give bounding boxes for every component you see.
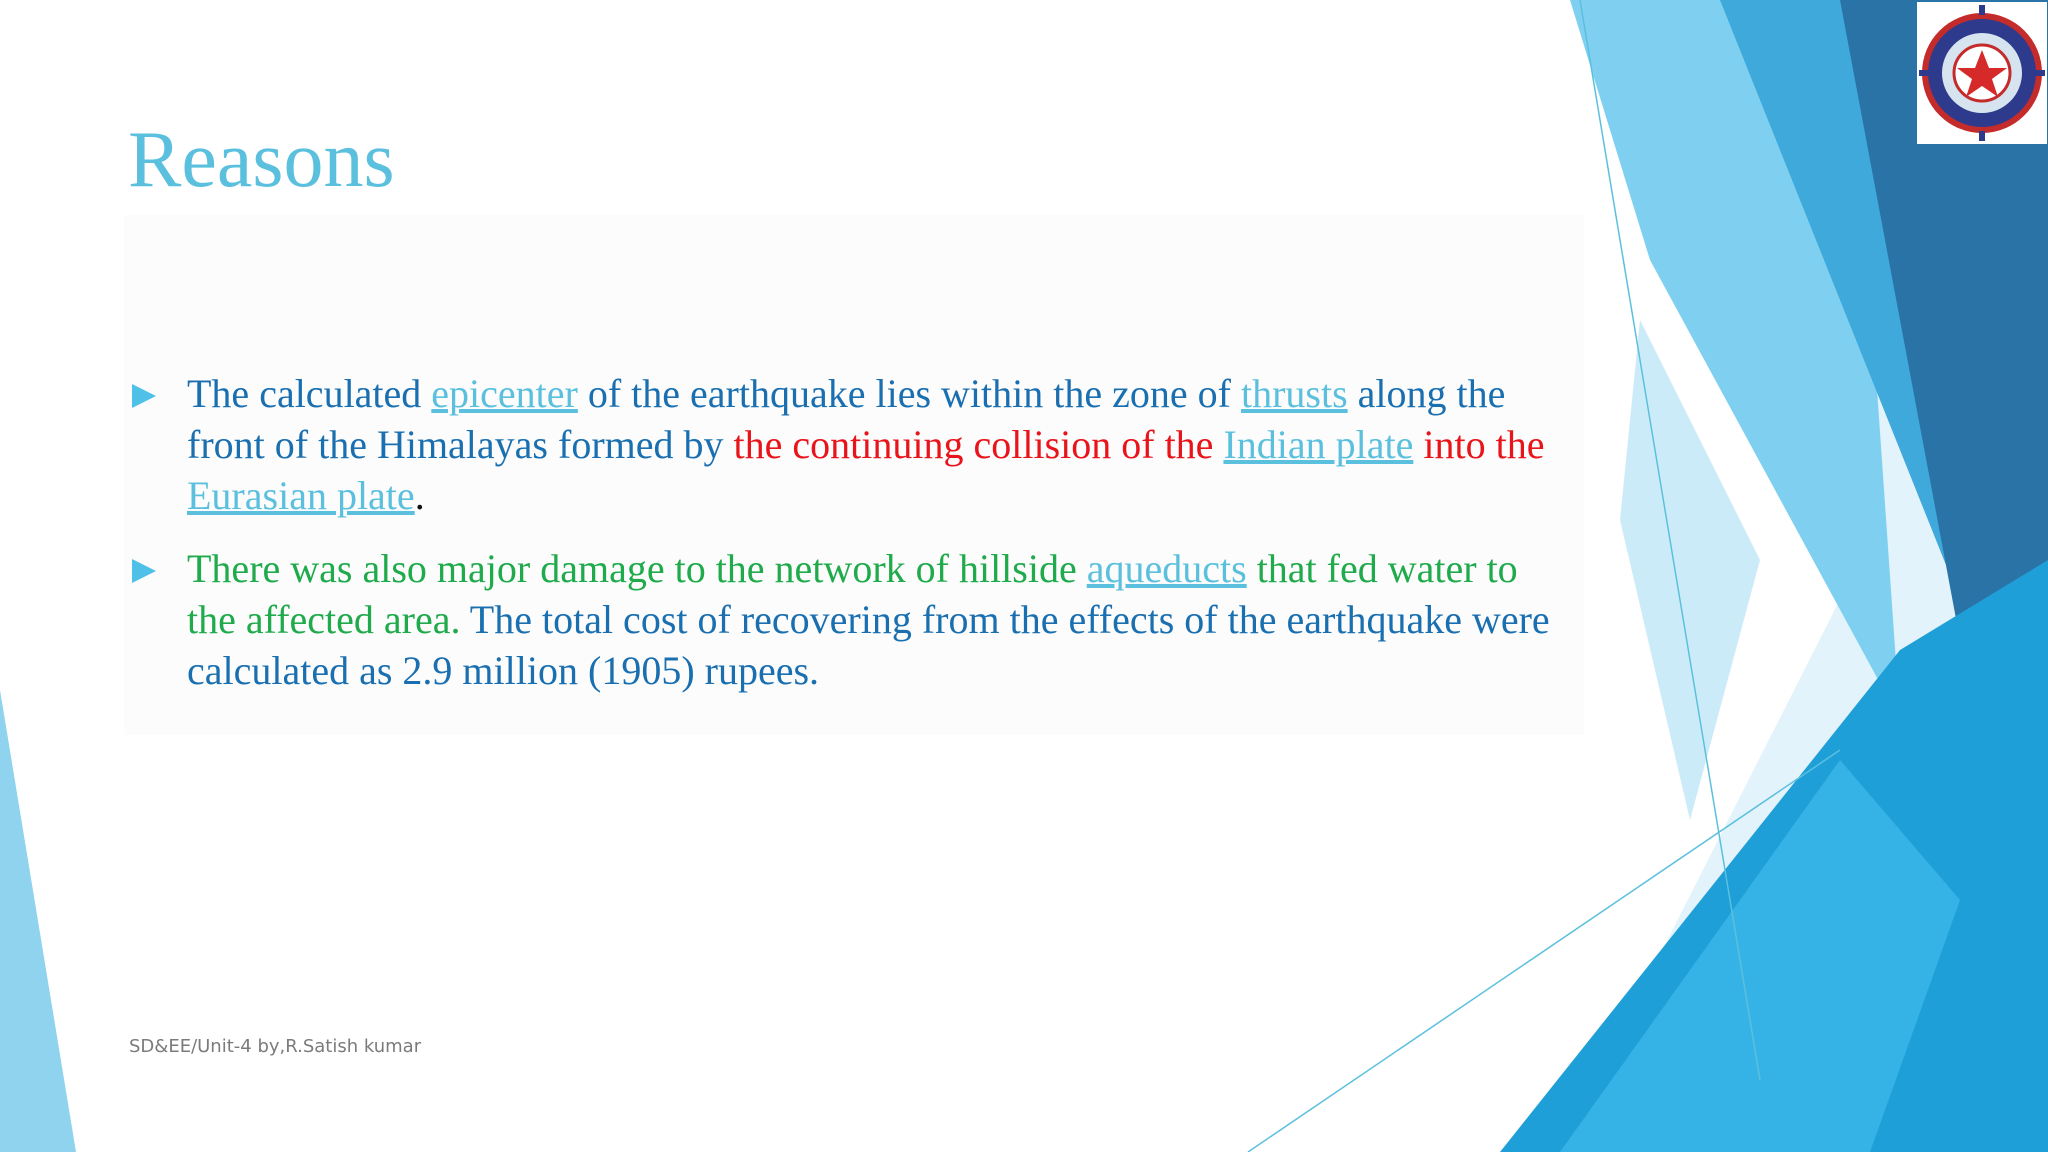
slide-footer: SD&EE/Unit-4 by,R.Satish kumar (129, 1036, 422, 1057)
epicenter-link[interactable]: epicenter (431, 371, 578, 416)
text-segment: The total cost of recovering from the effects of the earthquake were calculated as 2.9 million (1905) rupees. (187, 597, 1550, 693)
bullet-arrow-icon (132, 559, 156, 583)
text-segment: The calculated (187, 371, 432, 416)
text-segment-emphasis: into the (1413, 422, 1545, 467)
indian-plate-link[interactable]: Indian plate (1223, 422, 1414, 467)
slide-title: Reasons (128, 116, 395, 204)
text-segment: along the front of the Himalayas formed by (187, 371, 1506, 467)
text-segment-emphasis: the continuing collision of the (733, 422, 1224, 467)
left-accent-shape (0, 690, 76, 1152)
college-emblem-icon (1917, 2, 2047, 144)
thrusts-link[interactable]: thrusts (1240, 371, 1348, 416)
college-logo (1917, 2, 2047, 144)
text-segment: that fed water to the affected area. (187, 546, 1518, 642)
bullet-list (132, 368, 1552, 718)
eurasian-plate-link[interactable]: Eurasian plate (187, 473, 415, 518)
bullet-arrow-icon (132, 384, 156, 408)
text-segment: . (414, 473, 425, 518)
text-segment: of the earthquake lies within the zone of (577, 371, 1241, 416)
text-segment: There was also major damage to the network of hillside (187, 546, 1087, 591)
bullet-text (187, 546, 1550, 693)
bullet-item (132, 368, 1552, 521)
bullet-text (187, 371, 1544, 518)
bullet-item (132, 543, 1552, 696)
aqueducts-link[interactable]: aqueducts (1086, 546, 1247, 591)
